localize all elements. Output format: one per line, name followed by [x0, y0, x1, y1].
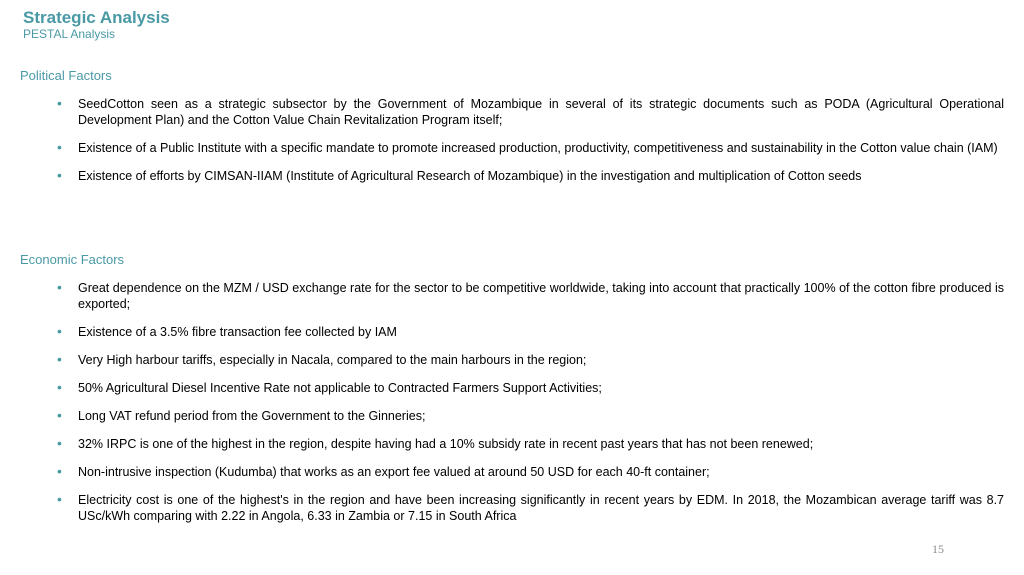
- bullet-icon: •: [57, 463, 62, 479]
- political-factors-section: [20, 68, 1004, 196]
- page-number: 15: [932, 542, 944, 556]
- bullet-icon: •: [57, 167, 62, 183]
- bullet-icon: •: [57, 279, 62, 295]
- bullet-icon: •: [57, 95, 62, 111]
- list-item: [20, 464, 1004, 480]
- list-item-text: SeedCotton seen as a strategic subsector by the Government of Mozambique in several of its strategic documents such as PODA (Agricultural Operational Development Plan) and the Cotton Value Chain Revitalization Program itself;: [78, 97, 1004, 127]
- list-item-text: Existence of a 3.5% fibre transaction fee collected by IAM: [78, 325, 397, 339]
- economic-factors-section: [20, 252, 1004, 536]
- list-item: [20, 168, 1004, 184]
- bullet-icon: •: [57, 379, 62, 395]
- section-heading-economic: Economic Factors: [20, 252, 125, 267]
- list-item-text: Very High harbour tariffs, especially in Nacala, compared to the main harbours in the region;: [78, 353, 587, 367]
- list-item-text: Long VAT refund period from the Government to the Ginneries;: [78, 409, 426, 423]
- list-item: [20, 492, 1004, 524]
- bullet-icon: •: [57, 351, 62, 367]
- list-item-text: Existence of efforts by CIMSAN-IIAM (Institute of Agricultural Research of Mozambique) in the investigation and multiplication of Cotton seeds: [78, 169, 862, 183]
- bullet-icon: •: [57, 139, 62, 155]
- list-item: [20, 380, 1004, 396]
- list-item-text: Existence of a Public Institute with a specific mandate to promote increased production, productivity, competitiveness and sustainability in the Cotton value chain (IAM): [78, 141, 998, 155]
- list-item-text: Non-intrusive inspection (Kudumba) that works as an export fee valued at around 50 USD for each 40-ft container;: [78, 465, 710, 479]
- list-item-text: 50% Agricultural Diesel Incentive Rate not applicable to Contracted Farmers Support Activities;: [78, 381, 602, 395]
- list-item: [20, 280, 1004, 312]
- bullet-icon: •: [57, 435, 62, 451]
- list-item: [20, 96, 1004, 128]
- slide-header: [23, 8, 170, 41]
- page-title: Strategic Analysis: [23, 8, 170, 27]
- bullet-icon: •: [57, 491, 62, 507]
- list-item: [20, 140, 1004, 156]
- list-item-text: 32% IRPC is one of the highest in the region, despite having had a 10% subsidy rate in recent past years that has not been renewed;: [78, 437, 814, 451]
- bullet-icon: •: [57, 407, 62, 423]
- economic-factors-list: [20, 280, 1004, 524]
- list-item: [20, 436, 1004, 452]
- section-heading-political: Political Factors: [20, 68, 112, 83]
- list-item-text: Great dependence on the MZM / USD exchange rate for the sector to be competitive worldwide, taking into account that practically 100% of the cotton fibre produced is exported;: [78, 281, 1004, 311]
- page-subtitle: PESTAL Analysis: [23, 27, 116, 41]
- bullet-icon: •: [57, 323, 62, 339]
- list-item: [20, 352, 1004, 368]
- list-item: [20, 408, 1004, 424]
- list-item: [20, 324, 1004, 340]
- political-factors-list: [20, 96, 1004, 184]
- list-item-text: Electricity cost is one of the highest's in the region and have been increasing significantly in recent years by EDM. In 2018, the Mozambican average tariff was 8.7 USc/kWh comparing with 2.22 in Angola, 6.33 in Zambia or 7.15 in South Africa: [78, 493, 1004, 523]
